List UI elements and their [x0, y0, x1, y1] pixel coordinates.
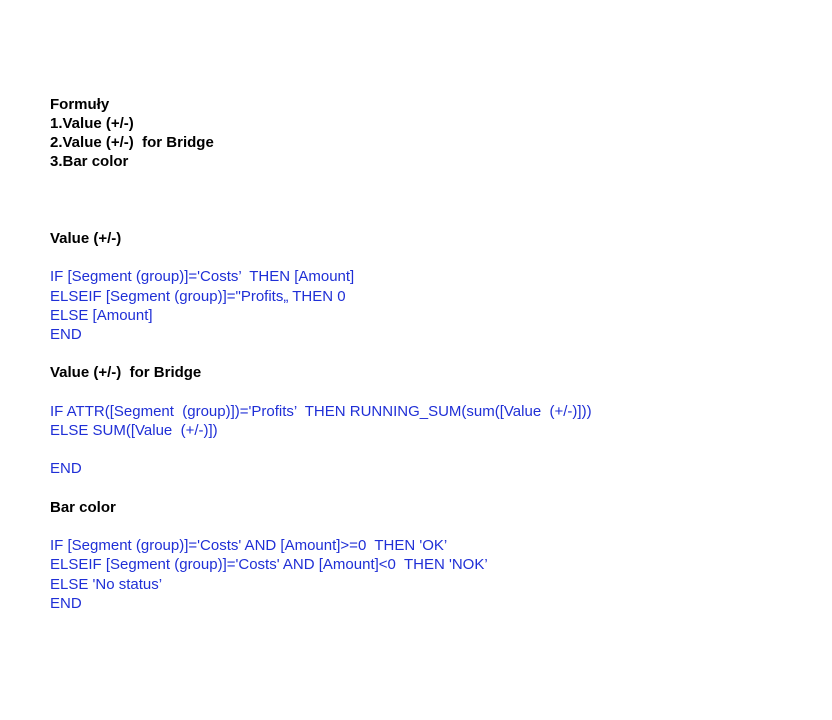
section-heading-bar-color: Bar color	[50, 499, 116, 516]
section-heading-value-for-bridge: Value (+/-) for Bridge	[50, 364, 202, 381]
code-line: ELSE SUM([Value (+/-)])	[50, 422, 218, 439]
code-line: END	[50, 460, 82, 477]
code-line: IF ATTR([Segment (group)])='Profits’ THEN RUNNING_SUM(sum([Value (+/-)]))	[50, 403, 592, 420]
code-line: ELSE 'No status’	[50, 576, 163, 593]
code-line: ELSEIF [Segment (group)]="Profits„ THEN 0	[50, 288, 346, 305]
code-line: IF [Segment (group)]='Costs' AND [Amount]>=0 THEN 'OK’	[50, 537, 448, 554]
toc-item-2: 2.Value (+/-) for Bridge	[50, 134, 214, 151]
toc-item-1: 1.Value (+/-)	[50, 115, 134, 132]
section-heading-value: Value (+/-)	[50, 230, 122, 247]
code-line: IF [Segment (group)]='Costs’ THEN [Amount]	[50, 268, 355, 285]
code-line: END	[50, 595, 82, 612]
toc-item-3: 3.Bar color	[50, 153, 129, 170]
code-line: ELSEIF [Segment (group)]='Costs' AND [Amount]<0 THEN 'NOK’	[50, 556, 488, 573]
toc-title: Formuły	[50, 96, 110, 113]
code-line: ELSE [Amount]	[50, 307, 153, 324]
code-line: END	[50, 326, 82, 343]
